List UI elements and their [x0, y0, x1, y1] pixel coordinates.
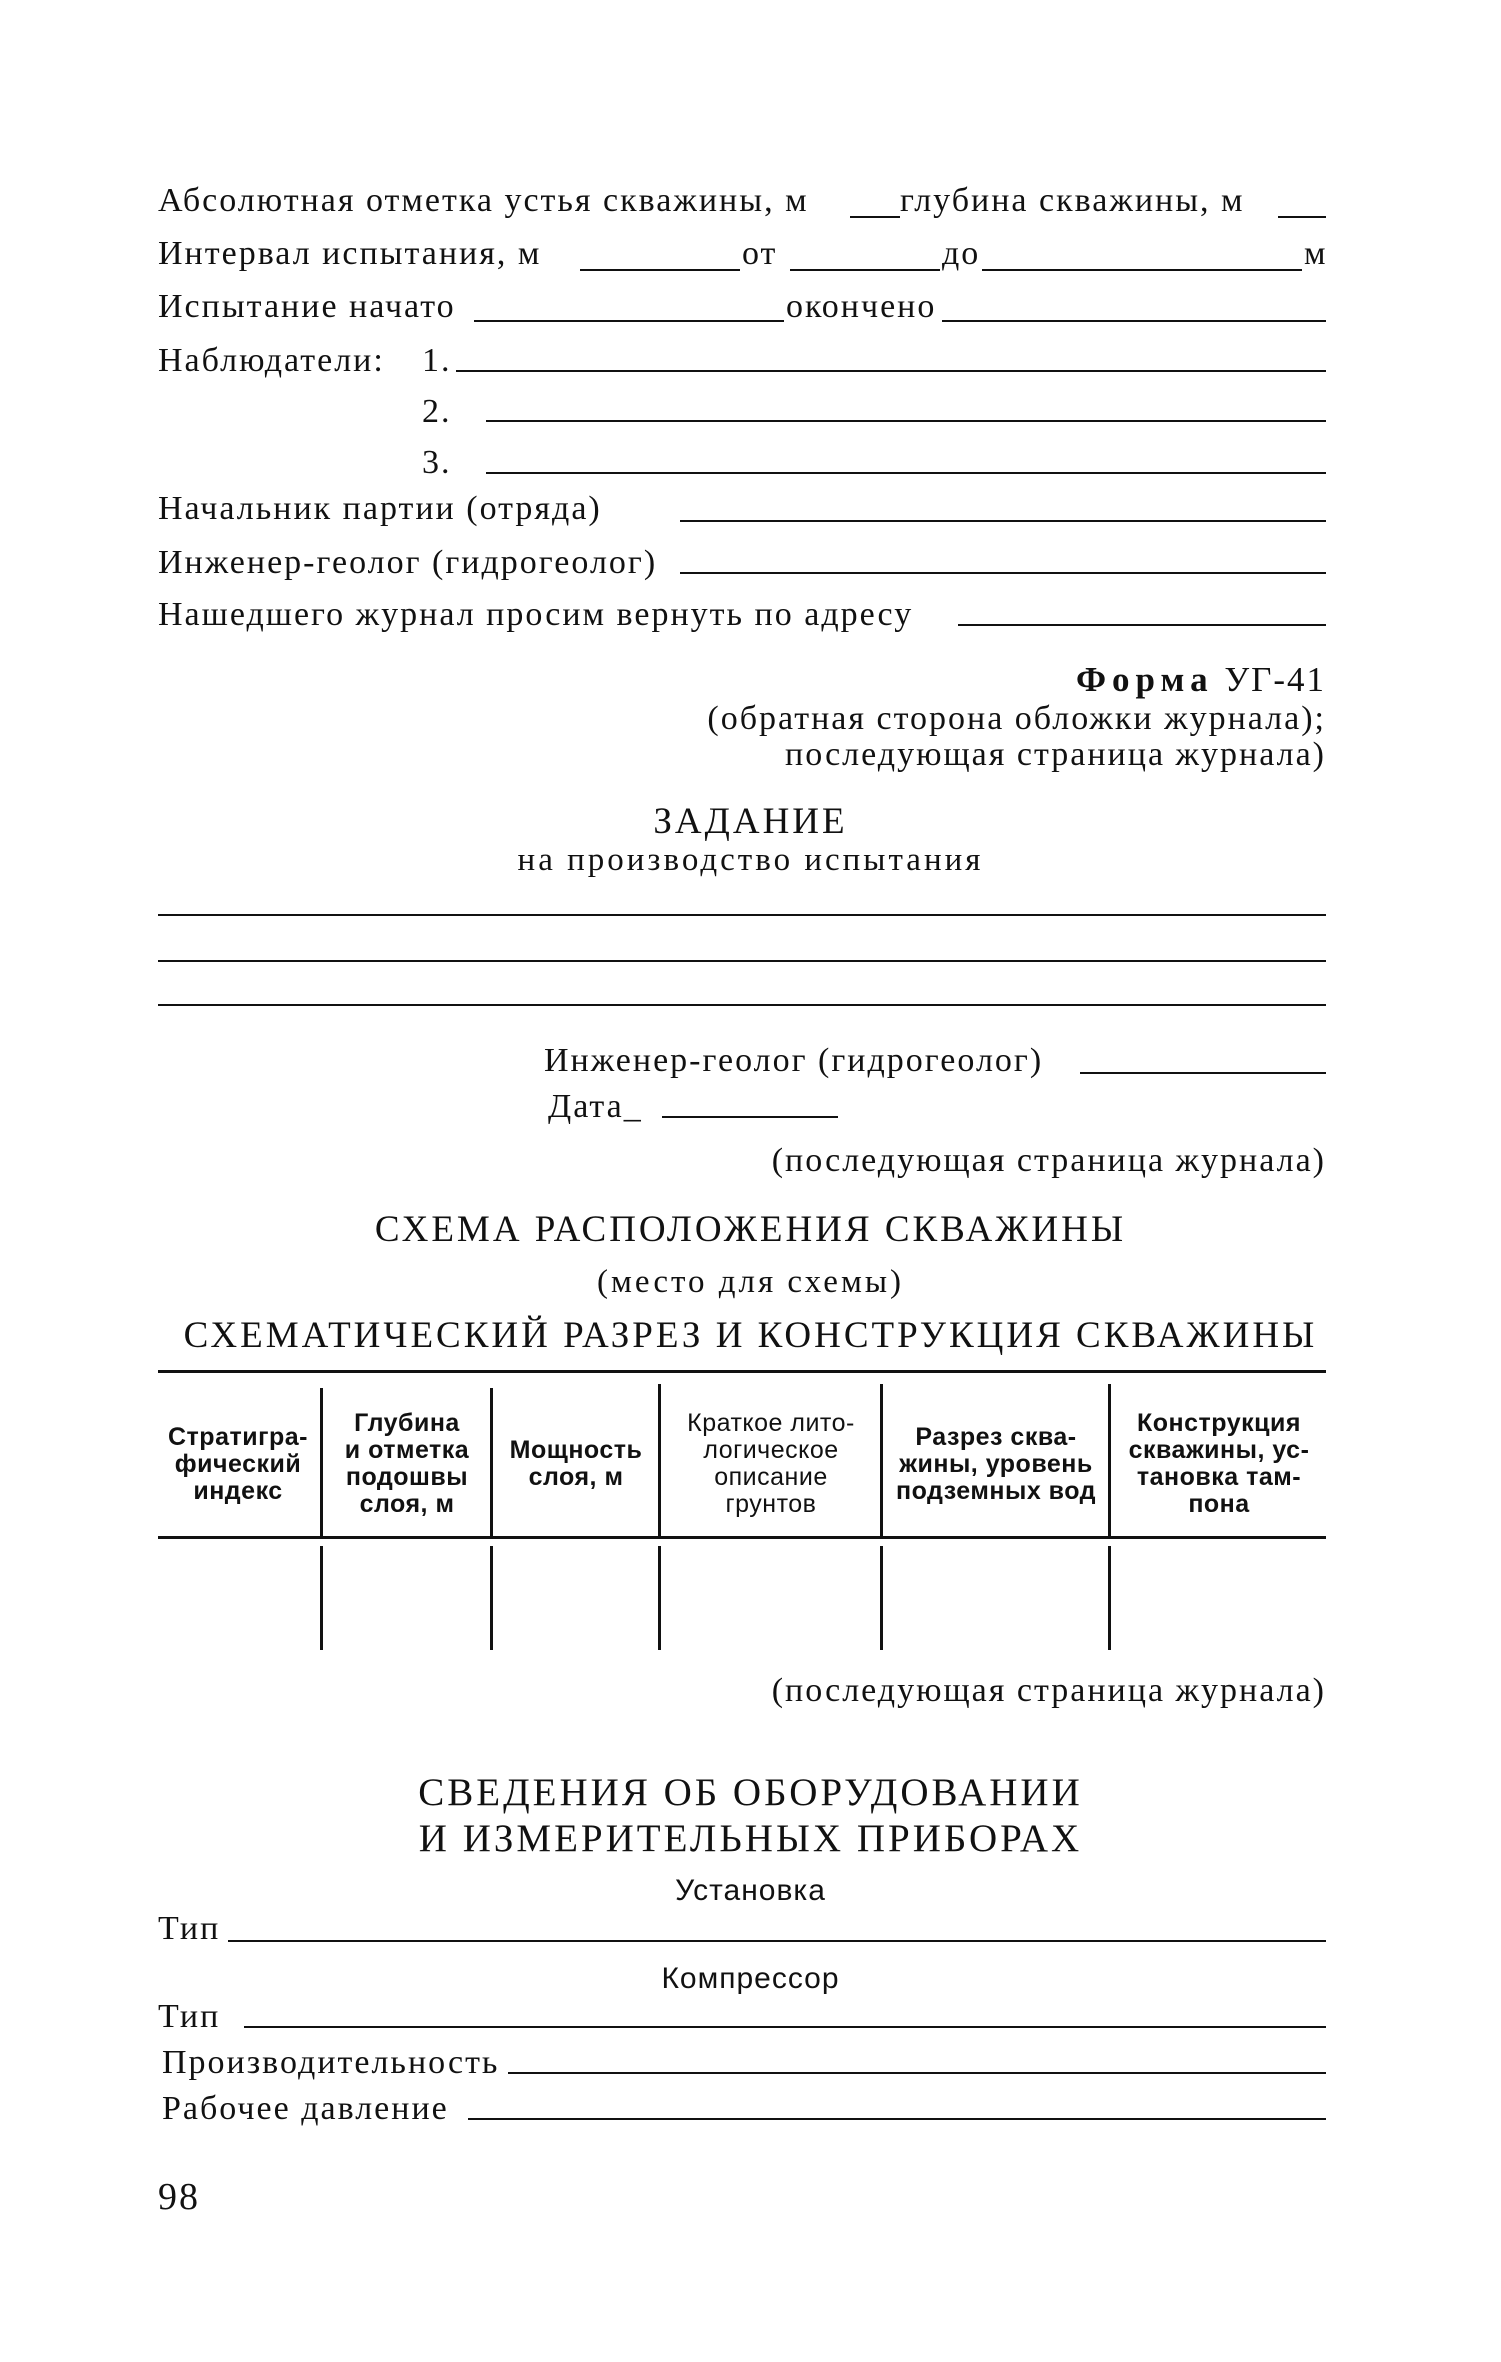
- test-started-label: Испытание начато: [158, 288, 456, 325]
- pressure-field[interactable]: [468, 2118, 1326, 2120]
- form-prefix: Форма: [1075, 660, 1214, 699]
- task-date-label: Дата_: [548, 1088, 643, 1125]
- table-divider: [658, 1384, 661, 1536]
- next-page-note-1: (последующая страница журнала): [771, 1142, 1326, 1179]
- chief-label: Начальник партии (отряда): [158, 490, 602, 527]
- table-divider: [658, 1546, 661, 1650]
- install-type-label: Тип: [158, 1910, 221, 1947]
- table-divider: [490, 1388, 493, 1536]
- table-divider: [320, 1546, 323, 1650]
- observer-3-field[interactable]: [486, 472, 1326, 474]
- task-engineer-label: Инженер-геолог (гидрогеолог): [544, 1042, 1044, 1079]
- observer-2-field[interactable]: [486, 420, 1326, 422]
- interval-label: Интервал испытания, м: [158, 235, 542, 272]
- engineer-label: Инженер-геолог (гидрогеолог): [158, 544, 658, 581]
- form-code: [1076, 660, 1326, 700]
- section-title: СХЕМАТИЧЕСКИЙ РАЗРЕЗ И КОНСТРУКЦИЯ СКВАЖИНЫ: [183, 1315, 1318, 1356]
- table-header-border: [158, 1536, 1326, 1539]
- table-header-section: Разрез сква- жины, уровень подземных вод: [895, 1422, 1097, 1505]
- interval-field[interactable]: [580, 269, 740, 271]
- task-line-2[interactable]: [158, 960, 1326, 962]
- observer-3-label: 3.: [422, 444, 452, 481]
- chief-field[interactable]: [680, 520, 1326, 522]
- pressure-label: Рабочее давление: [162, 2090, 449, 2127]
- capacity-label: Производительность: [162, 2044, 500, 2081]
- test-started-field[interactable]: [474, 320, 784, 322]
- form-note-1: (обратная сторона обложки журнала);: [707, 700, 1326, 737]
- observer-2-label: 2.: [422, 393, 452, 430]
- table-divider: [880, 1546, 883, 1650]
- equipment-title-2: И ИЗМЕРИТЕЛЬНЫХ ПРИБОРАХ: [418, 1817, 1083, 1860]
- from-field[interactable]: [790, 269, 940, 271]
- to-field[interactable]: [982, 269, 1302, 271]
- task-title: ЗАДАНИЕ: [653, 801, 848, 842]
- abs-mark-field[interactable]: [850, 216, 900, 218]
- observer-1-field[interactable]: [456, 370, 1326, 372]
- page-number: 98: [158, 2176, 200, 2218]
- install-heading: Установка: [675, 1874, 826, 1907]
- table-header-construction: Конструкция скважины, ус- тановка там- пона: [1128, 1409, 1310, 1518]
- test-finished-field[interactable]: [942, 320, 1326, 322]
- table-divider: [320, 1388, 323, 1536]
- equipment-title-1: СВЕДЕНИЯ ОБ ОБОРУДОВАНИИ: [418, 1771, 1083, 1814]
- task-engineer-field[interactable]: [1080, 1072, 1326, 1074]
- table-divider: [1108, 1384, 1111, 1536]
- table-divider: [1108, 1546, 1111, 1650]
- scheme-placeholder: (место для схемы): [597, 1264, 904, 1300]
- task-subtitle: на производство испытания: [517, 842, 984, 878]
- compressor-type-field[interactable]: [244, 2026, 1326, 2028]
- compressor-type-label: Тип: [158, 1998, 221, 2035]
- engineer-field[interactable]: [680, 572, 1326, 574]
- table-header-stratigraphic: Стратигра- фический индекс: [168, 1422, 308, 1505]
- from-label: от: [742, 235, 778, 272]
- compressor-heading: Компрессор: [661, 1962, 840, 1995]
- task-line-3[interactable]: [158, 1004, 1326, 1006]
- observers-label: Наблюдатели:: [158, 342, 385, 379]
- task-line-1[interactable]: [158, 914, 1326, 916]
- unit-m-label: м: [1304, 235, 1328, 272]
- observer-1-label: 1.: [422, 342, 452, 379]
- return-field[interactable]: [958, 624, 1326, 626]
- return-label: Нашедшего журнал просим вернуть по адресу: [158, 596, 914, 633]
- form-note-2: последующая страница журнала): [785, 736, 1326, 773]
- table-divider: [490, 1546, 493, 1650]
- next-page-note-2: (последующая страница журнала): [771, 1672, 1326, 1709]
- form-number: УГ-41: [1224, 660, 1326, 699]
- table-divider: [880, 1384, 883, 1536]
- depth-field[interactable]: [1278, 216, 1326, 218]
- capacity-field[interactable]: [508, 2072, 1326, 2074]
- install-type-field[interactable]: [228, 1940, 1326, 1942]
- table-header-thickness: Мощность слоя, м: [509, 1436, 643, 1491]
- table-header-depth: Глубина и отметка подошвы слоя, м: [344, 1409, 470, 1518]
- task-date-field[interactable]: [662, 1116, 838, 1118]
- table-header-lithology: Краткое лито- логическое описание грунтов: [687, 1409, 855, 1518]
- to-label: до: [942, 235, 981, 272]
- test-finished-label: окончено: [786, 288, 937, 325]
- table-top-border: [158, 1370, 1326, 1373]
- abs-mark-label: Абсолютная отметка устья скважины, м: [158, 182, 809, 219]
- scheme-title: СХЕМА РАСПОЛОЖЕНИЯ СКВАЖИНЫ: [374, 1209, 1127, 1250]
- depth-label: глубина скважины, м: [900, 182, 1245, 219]
